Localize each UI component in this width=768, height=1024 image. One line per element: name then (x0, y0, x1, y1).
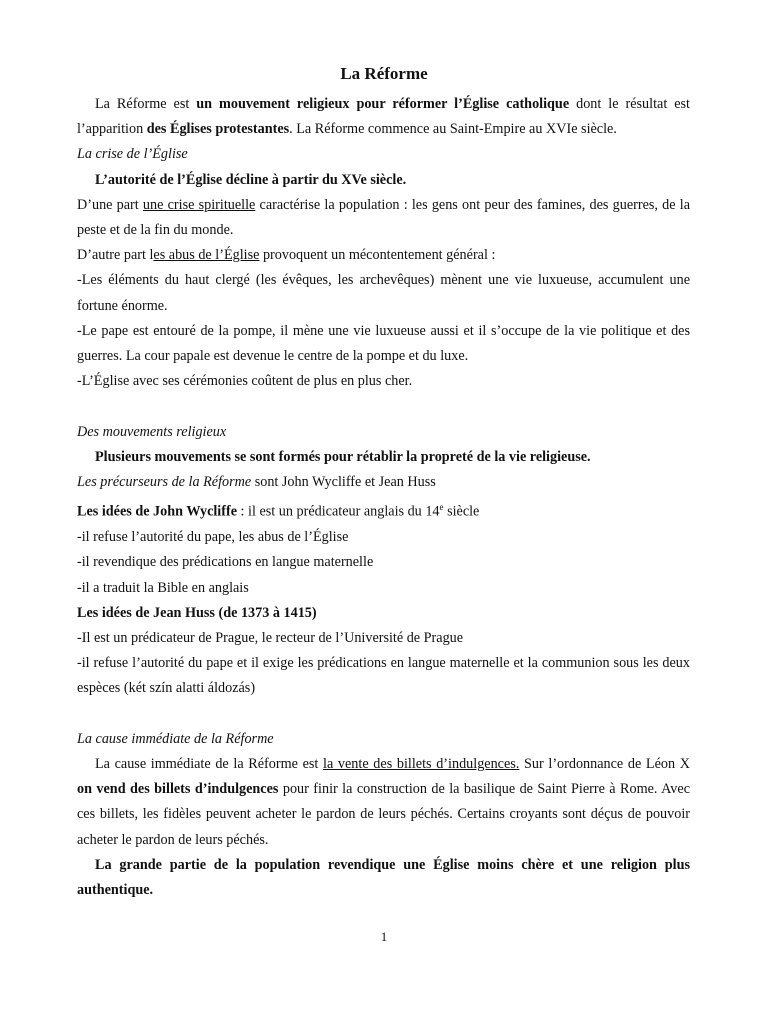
crise-p1-text-b: caractérise la population : les gens ont peur des famines, des guerres, de la peste et de la fin du monde. (77, 196, 690, 239)
crise-paragraph-2 (77, 243, 690, 268)
precurseurs-line (77, 470, 690, 495)
page-number: 1 (380, 929, 388, 944)
crise-lead: L’autorité de l’Église décline à partir du XVe siècle. (95, 171, 407, 188)
spacer (77, 394, 690, 419)
document-body (77, 92, 690, 903)
crise-p2-underlined: es abus de l’Église (153, 247, 260, 264)
cause-paragraph (77, 752, 690, 853)
crise-p2-text-b: provoquent un mécontentement général : (259, 247, 496, 264)
intro-paragraph (77, 92, 690, 142)
wycliffe-superscript: e (439, 502, 444, 513)
cause-text-c: pour finir la construction de la basilique de Saint Pierre à Rome. Avec ces billets, les fidèles peuvent acheter le pardon de leurs péchés. Certains croyants sont déçus de pouvoir acheter le pardon de leurs péchés. (77, 781, 690, 848)
precurseurs-italic: Les précurseurs de la Réforme (77, 474, 252, 491)
cause-conclusion: La grande partie de la population revendique une Église moins chère et une religion plus authentique. (77, 856, 690, 898)
spacer (77, 702, 690, 727)
page-title: La Réforme (340, 64, 428, 83)
cause-bold: on vend des billets d’indulgences (77, 781, 279, 798)
crise-bullet-1: -Les éléments du haut clergé (les évêques, les archevêques) mènent une vie luxueuse, accumulent une fortune énorme. (77, 272, 690, 314)
huss-heading: Les idées de Jean Huss (de 1373 à 1415) (77, 604, 317, 621)
huss-idea-1: -Il est un prédicateur de Prague, le recteur de l’Université de Prague (77, 629, 464, 646)
wycliffe-heading (77, 495, 690, 525)
cause-text-a: La cause immédiate de la Réforme est (95, 755, 324, 772)
wycliffe-text: : il est un prédicateur anglais du 14 (237, 503, 440, 520)
intro-text-2: dont le résultat est l’apparition (77, 96, 690, 138)
crise-bullet-3: -L’Église avec ses cérémonies coûtent de plus en plus cher. (77, 373, 413, 390)
cause-text-b: Sur l’ordonnance de Léon X (519, 755, 690, 772)
crise-p1-text-a: D’une part (77, 196, 143, 213)
mouvements-lead: Plusieurs mouvements se sont formés pour rétablir la propreté de la vie religieuse. (95, 448, 591, 465)
crise-paragraph-1 (77, 193, 690, 243)
precurseurs-text: sont John Wycliffe et Jean Huss (251, 474, 436, 491)
mouvements-heading: Des mouvements religieux (77, 423, 227, 440)
intro-bold-2: des Églises protestantes (146, 121, 290, 138)
wycliffe-text-end: siècle (443, 503, 480, 520)
wycliffe-idea-2: -il revendique des prédications en langue maternelle (77, 554, 374, 571)
wycliffe-idea-3: -il a traduit la Bible en anglais (77, 579, 249, 596)
crise-p2-text-a: D’autre part l (77, 247, 154, 264)
intro-text-1: La Réforme est (95, 96, 197, 112)
intro-text-3: . La Réforme commence au Saint-Empire au XVIe siècle. (289, 121, 617, 138)
huss-idea-2: -il refuse l’autorité du pape et il exige les prédications en langue maternelle et la communion sous les deux espèces (két szín alatti áldozás) (77, 655, 690, 697)
intro-bold-1: un mouvement religieux pour réformer l’Église catholique (196, 96, 570, 112)
crise-bullet-2: -Le pape est entouré de la pompe, il mène une vie luxueuse aussi et il s’occupe de la vie politique et des guerres. La cour papale est devenue le centre de la pompe et du luxe. (77, 322, 690, 365)
wycliffe-idea-1: -il refuse l’autorité du pape, les abus de l’Église (77, 529, 349, 546)
crise-p1-underlined: une crise spirituelle (142, 196, 256, 213)
crise-heading: La crise de l’Église (77, 146, 188, 163)
wycliffe-bold: Les idées de John Wycliffe (77, 503, 237, 520)
cause-underlined: la vente des billets d’indulgences. (323, 755, 520, 772)
cause-heading: La cause immédiate de la Réforme (77, 730, 274, 747)
